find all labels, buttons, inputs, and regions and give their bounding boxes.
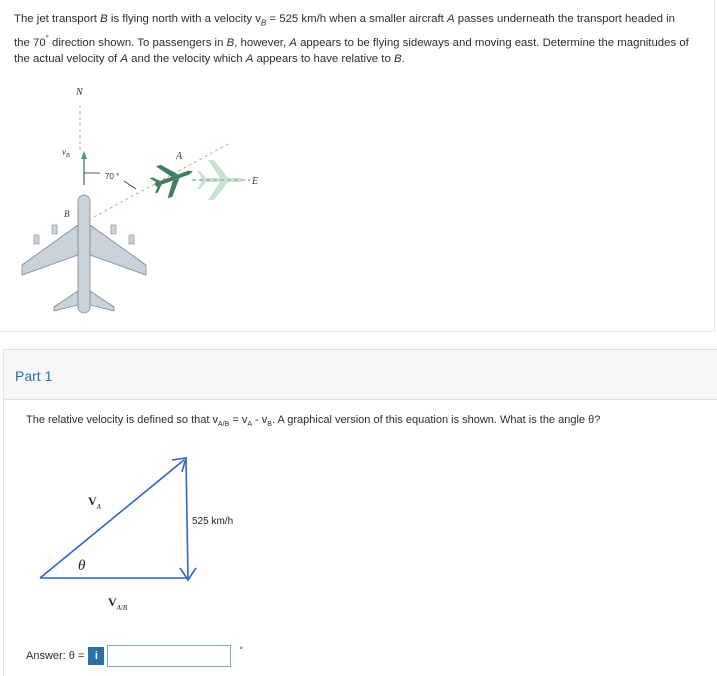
text: appears to have relative to (253, 53, 394, 66)
text: passes underneath the transport headed in (454, 13, 676, 25)
vab-label: $V_{A/B}$ (108, 595, 128, 612)
angle-label: 70 ° (105, 172, 120, 181)
part-1-question (26, 414, 600, 428)
part-1-header (4, 350, 717, 400)
problem-line-2 (14, 31, 704, 51)
text: - v (252, 414, 268, 426)
problem-panel (0, 0, 715, 332)
answer-row (26, 643, 243, 669)
vector-triangle-diagram (34, 450, 264, 620)
answer-input[interactable] (107, 645, 231, 667)
text: A (245, 53, 254, 66)
text: ° (45, 34, 49, 44)
text: . A graphical version of this equation is shown. What is the angle θ? (271, 414, 601, 426)
theta-label: θ (78, 558, 86, 574)
text: the 70 (14, 37, 46, 50)
b-label: B (64, 209, 70, 219)
text: . (401, 53, 405, 66)
angle-arc (124, 181, 136, 189)
a-label: A (176, 151, 183, 162)
text: B (267, 421, 272, 429)
degree-unit: ° (239, 645, 243, 655)
text: the actual velocity of (14, 53, 121, 66)
text: appears to be flying sideways and moving east. Determine the magnitudes of (296, 37, 689, 50)
problem-line-3 (14, 51, 704, 67)
text: B (260, 18, 267, 28)
plane-a-icon (147, 155, 199, 202)
info-icon[interactable]: i (88, 647, 104, 665)
text: A (447, 13, 455, 25)
text: , however, (234, 37, 290, 50)
vb-label: $v_B$ (62, 147, 70, 159)
part-1-title: Part 1 (15, 368, 53, 384)
text: is flying north with a velocity v (107, 13, 261, 25)
text: = v (229, 414, 248, 426)
vb-arrowhead (81, 151, 87, 159)
faded-plane-icon (197, 160, 244, 200)
text: B (393, 53, 402, 66)
aircraft-diagram (12, 75, 272, 320)
va-label: $V_A$ (88, 494, 101, 511)
vb-vector (186, 458, 188, 578)
text: and the velocity which (127, 53, 246, 66)
plane-b-icon (22, 195, 146, 313)
text: A (289, 37, 297, 50)
part-1-panel (3, 349, 717, 676)
answer-label: Answer: θ = (26, 650, 85, 662)
text: B (226, 37, 235, 50)
text: The jet transport (14, 13, 101, 25)
text: direction shown. To passengers in (48, 37, 227, 50)
problem-line-1 (14, 11, 704, 31)
east-label: E (252, 176, 259, 187)
va-vector (40, 460, 184, 578)
text: A (247, 421, 252, 429)
north-label: N (76, 87, 83, 98)
text: = 525 km/h when a smaller aircraft (266, 13, 448, 25)
text: A (120, 53, 128, 66)
text: A/B (217, 421, 230, 429)
text: The relative velocity is defined so that v (26, 414, 218, 426)
problem-statement (14, 11, 704, 67)
text: B (100, 13, 108, 25)
speed-label: 525 km/h (192, 516, 234, 527)
